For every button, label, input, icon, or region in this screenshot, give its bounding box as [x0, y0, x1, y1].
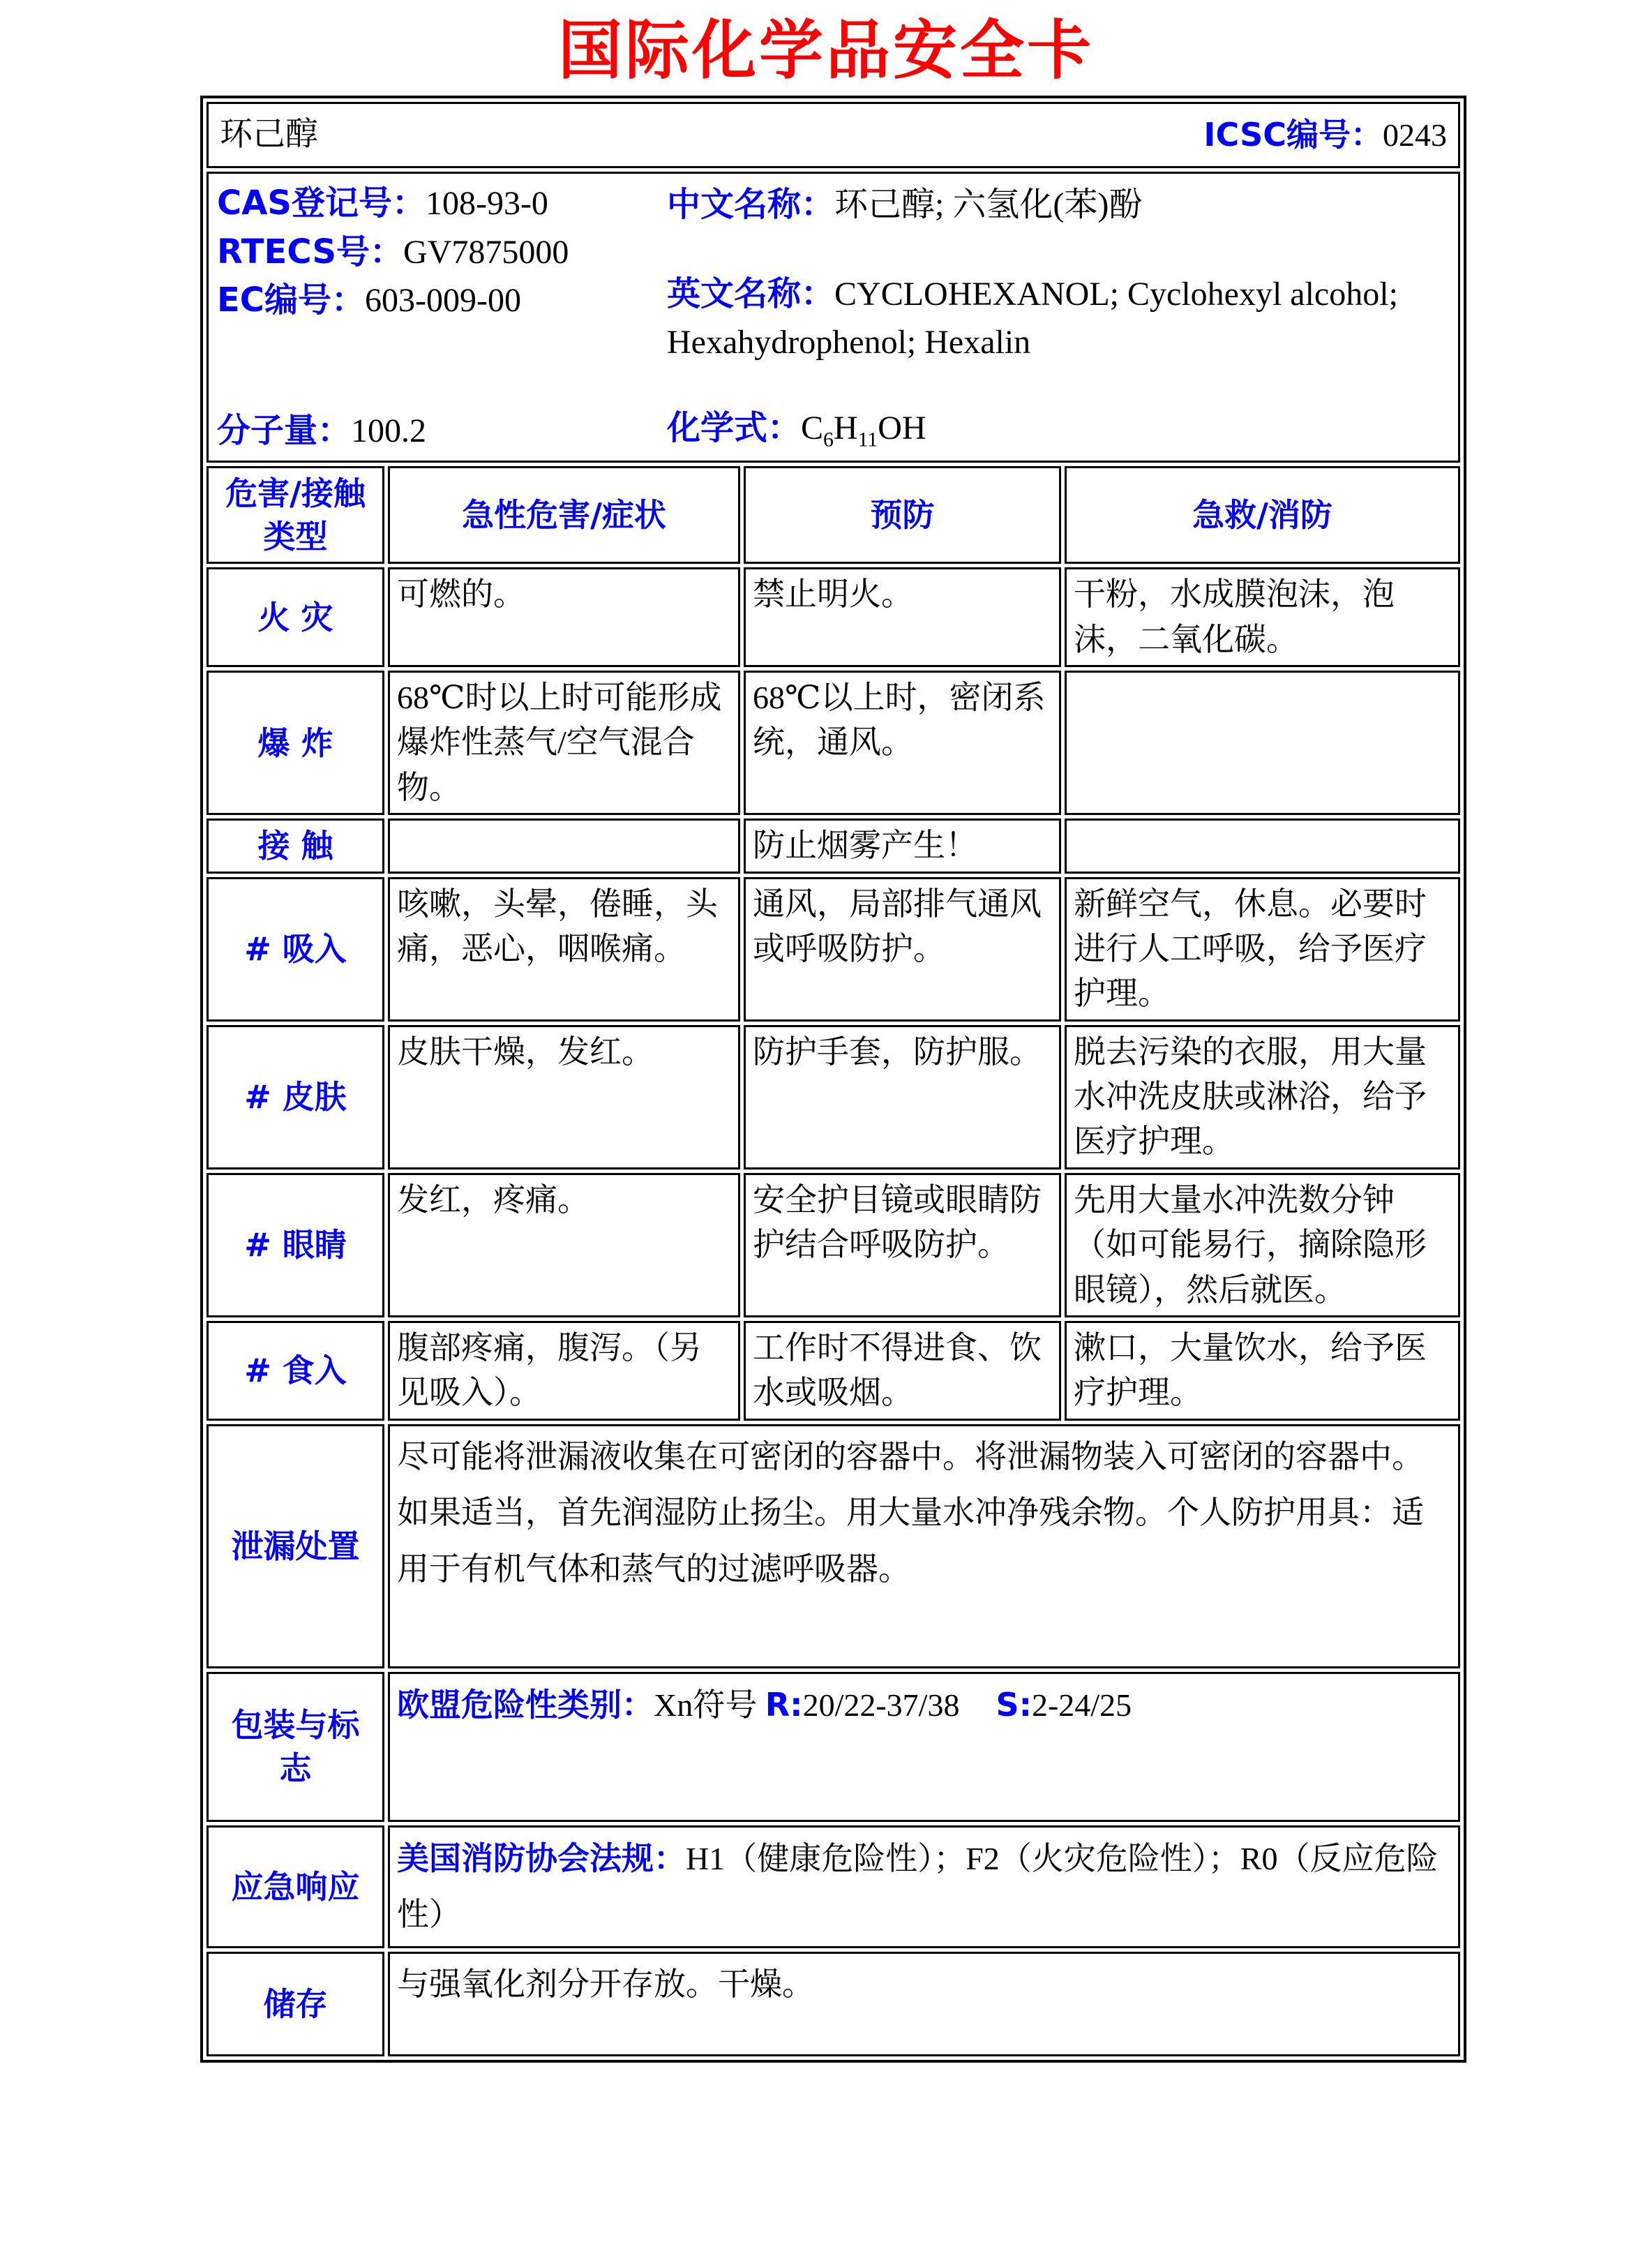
icsc-number: [1203, 112, 1447, 158]
identity-cell: [206, 172, 1460, 463]
row-label-ingestion: # 食入: [206, 1321, 384, 1421]
cas-number: [217, 179, 667, 228]
fire-symptoms-cell: 可燃的。: [388, 567, 740, 667]
molecular-weight-label: 分子量：: [217, 410, 352, 450]
english-name-label: 英文名称：: [667, 274, 835, 313]
spillage-disposal-cell: 尽可能将泄漏液收集在可密闭的容器中。将泄漏物装入可密闭的容器中。如果适当，首先润湿防止扬尘。用大量水冲净残余物。个人防护用具：适用于有机气体和蒸气的过滤呼吸器。: [388, 1424, 1460, 1668]
s-phrases-label: S:: [996, 1685, 1032, 1724]
eu-hazard-class-label: 欧盟危险性类别：: [397, 1685, 654, 1724]
chinese-name-value: 环己醇; 六氢化(苯)酚: [834, 186, 1143, 224]
s-phrases-value: 2-24/25: [1031, 1687, 1132, 1723]
eyes-prevention-cell: 安全护目镜或眼睛防护结合呼吸防护。: [744, 1173, 1061, 1317]
cas-label: CAS登记号：: [217, 184, 426, 223]
cas-value: 108-93-0: [425, 185, 548, 223]
skin-first-aid-cell: 脱去污染的衣服，用大量水冲洗皮肤或淋浴，给予医疗护理。: [1065, 1025, 1460, 1169]
row-label-storage: 储存: [206, 1952, 384, 2056]
row-label-spillage-disposal: 泄漏处置: [206, 1424, 384, 1668]
ingestion-first-aid-cell: 漱口，大量饮水，给予医疗护理。: [1065, 1321, 1460, 1421]
row-packaging-labelling: [206, 1672, 1460, 1822]
fire-first-aid-cell: 干粉，水成膜泡沫，泡沫，二氧化碳。: [1065, 567, 1460, 667]
ingestion-symptoms-cell: 腹部疼痛，腹泻。（另见吸入）。: [388, 1321, 740, 1421]
icsc-number-label: ICSC编号：: [1203, 115, 1383, 154]
nfpa-label: 美国消防协会法规：: [397, 1839, 686, 1877]
row-eyes: [206, 1173, 1460, 1317]
col-header-hazard-type: 危害/接触 类型: [206, 466, 384, 564]
row-label-emergency-response: 应急响应: [206, 1825, 384, 1948]
skin-symptoms-cell: 皮肤干燥，发红。: [388, 1025, 740, 1169]
exposure-first-aid-cell: [1065, 819, 1460, 873]
ec-label: EC编号：: [217, 281, 366, 320]
english-name-value: CYCLOHEXANOL; Cyclohexyl alcohol; Hexahydrophenol; Hexalin: [667, 275, 1398, 361]
r-phrases-label: R:: [765, 1685, 803, 1724]
row-label-eyes: # 眼睛: [206, 1173, 384, 1317]
row-label-inhalation: # 吸入: [206, 877, 384, 1022]
eyes-first-aid-cell: 先用大量水冲洗数分钟（如可能易行，摘除隐形眼镜），然后就医。: [1065, 1173, 1460, 1317]
explosion-first-aid-cell: [1065, 671, 1460, 815]
inhalation-first-aid-cell: 新鲜空气，休息。必要时进行人工呼吸，给予医疗护理。: [1065, 877, 1460, 1022]
row-ingestion: [206, 1321, 1460, 1421]
row-emergency-response: [206, 1825, 1460, 1948]
row-explosion: [206, 671, 1460, 815]
exposure-symptoms-cell: [388, 819, 740, 873]
row-inhalation: [206, 877, 1460, 1022]
rtecs-value: GV7875000: [403, 233, 569, 271]
molecular-weight: [217, 407, 667, 456]
row-spillage-disposal: [206, 1424, 1460, 1668]
row-skin: [206, 1025, 1460, 1169]
rtecs-number: [217, 228, 667, 277]
explosion-prevention-cell: 68℃以上时，密闭系统，通风。: [744, 671, 1061, 815]
chemical-name-row: [206, 102, 1460, 168]
molecular-weight-value: 100.2: [351, 412, 427, 449]
page-title: 国际化学品安全卡: [557, 13, 1094, 88]
row-label-explosion: 爆 炸: [206, 671, 384, 815]
eu-symbol-value: Xn符号: [654, 1687, 765, 1723]
identity-row: [206, 172, 1460, 463]
chemical-formula: [667, 404, 1450, 455]
explosion-symptoms-cell: 68℃时以上时可能形成爆炸性蒸气/空气混合物。: [388, 671, 740, 815]
row-label-exposure: 接 触: [206, 819, 384, 873]
identity-right-column: [667, 179, 1450, 455]
inhalation-symptoms-cell: 咳嗽，头晕，倦睡，头痛，恶心，咽喉痛。: [388, 877, 740, 1022]
row-label-skin: # 皮肤: [206, 1025, 384, 1169]
chinese-name-label: 中文名称：: [667, 185, 835, 225]
col-header-prevention: 预防: [744, 466, 1061, 564]
row-label-packaging-labelling: 包装与标志: [206, 1672, 384, 1822]
ec-number: [217, 276, 667, 325]
row-label-fire: 火 灾: [206, 567, 384, 667]
english-name: [667, 270, 1450, 367]
row-exposure: [206, 819, 1460, 873]
formula-value: $C_6H_{11}OH$: [801, 410, 926, 452]
chinese-name: [667, 181, 1450, 230]
skin-prevention-cell: 防护手套，防护服。: [744, 1025, 1061, 1169]
col-header-symptoms: 急性危害/症状: [388, 466, 740, 564]
row-fire: [206, 567, 1460, 667]
col-header-first-aid: 急救/消防: [1065, 466, 1460, 564]
r-phrases-value: 20/22-37/38: [802, 1687, 960, 1723]
identity-left-column: [217, 179, 667, 455]
chemical-name-cell: [206, 102, 1460, 168]
rtecs-label: RTECS号：: [217, 232, 404, 271]
emergency-response-cell: [388, 1825, 1460, 1948]
chemical-name: 环己醇: [220, 116, 318, 153]
icsc-number-value: 0243: [1383, 117, 1447, 153]
inhalation-prevention-cell: 通风，局部排气通风或呼吸防护。: [744, 877, 1061, 1022]
ec-value: 603-009-00: [365, 282, 521, 320]
ingestion-prevention-cell: 工作时不得进食、饮水或吸烟。: [744, 1321, 1061, 1421]
storage-cell: 与强氧化剂分开存放。干燥。: [388, 1952, 1460, 2056]
column-header-row: [206, 466, 1460, 564]
nfpa-value: H1（健康危险性）；F2（火灾危险性）；R0（反应危险性）: [397, 1840, 1439, 1933]
exposure-prevention-cell: 防止烟雾产生！: [744, 819, 1061, 873]
safety-card-table: [200, 96, 1466, 2063]
packaging-labelling-cell: [388, 1672, 1460, 1822]
eyes-symptoms-cell: 发红，疼痛。: [388, 1173, 740, 1317]
row-storage: [206, 1952, 1460, 2056]
formula-label: 化学式：: [667, 408, 802, 448]
fire-prevention-cell: 禁止明火。: [744, 567, 1061, 667]
